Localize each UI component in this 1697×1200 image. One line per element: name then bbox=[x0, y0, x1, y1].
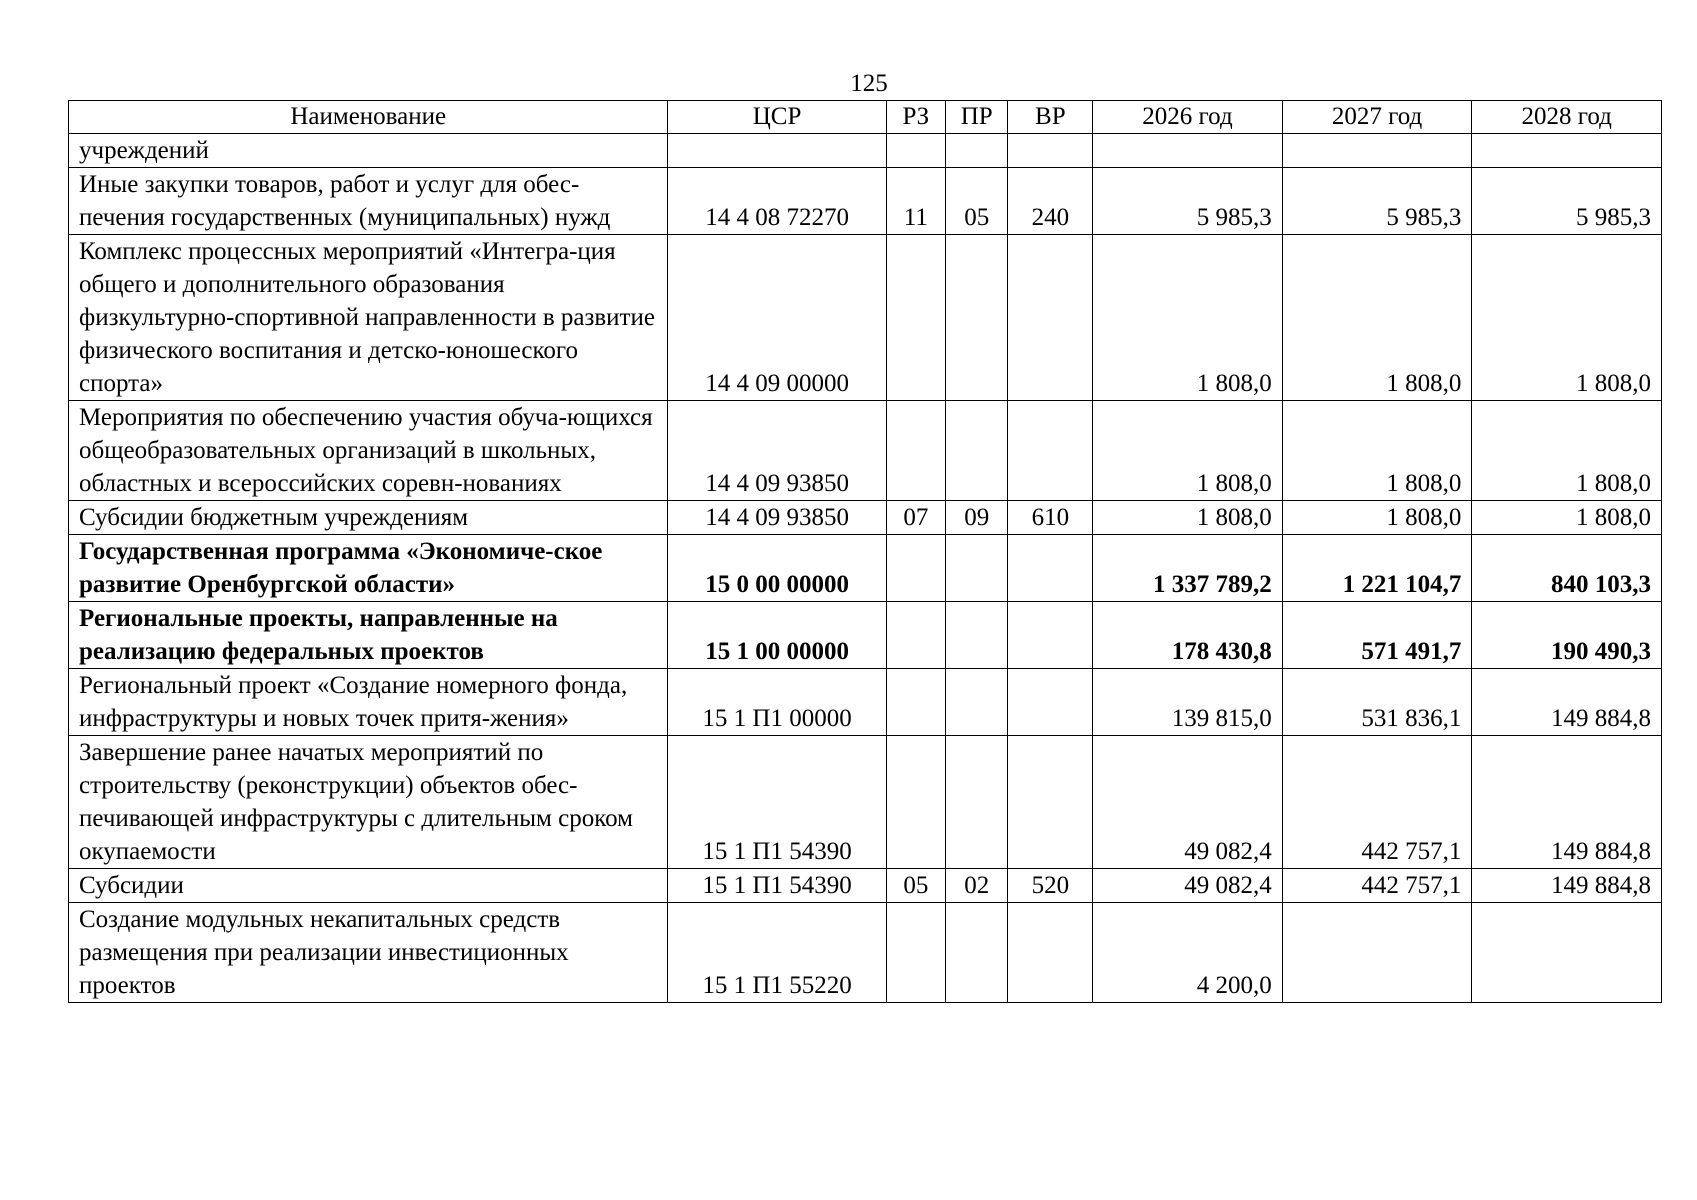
row-2027 bbox=[1282, 134, 1472, 168]
row-csr: 15 1 П1 54390 bbox=[668, 869, 886, 903]
row-2026: 1 808,0 bbox=[1093, 401, 1283, 501]
header-2027: 2027 год bbox=[1282, 101, 1472, 134]
header-name: Наименование bbox=[69, 101, 668, 134]
row-2028: 1 808,0 bbox=[1472, 235, 1662, 401]
row-2027: 1 808,0 bbox=[1282, 235, 1472, 401]
row-pr bbox=[945, 669, 1007, 736]
row-rz bbox=[886, 401, 945, 501]
table-row bbox=[69, 535, 1662, 602]
row-csr: 14 4 09 93850 bbox=[668, 401, 886, 501]
row-2026: 1 337 789,2 bbox=[1093, 535, 1283, 602]
row-2026: 1 808,0 bbox=[1093, 501, 1283, 535]
row-2028: 190 490,3 bbox=[1472, 602, 1662, 669]
row-2028: 1 808,0 bbox=[1472, 501, 1662, 535]
row-csr bbox=[668, 134, 886, 168]
table-row bbox=[69, 669, 1662, 736]
row-2026: 1 808,0 bbox=[1093, 235, 1283, 401]
table-row bbox=[69, 602, 1662, 669]
row-vr bbox=[1008, 669, 1093, 736]
row-csr: 15 0 00 00000 bbox=[668, 535, 886, 602]
table-row bbox=[69, 736, 1662, 869]
row-rz bbox=[886, 736, 945, 869]
row-rz bbox=[886, 903, 945, 1003]
row-2028: 840 103,3 bbox=[1472, 535, 1662, 602]
row-name: Государственная программа «Экономиче-ское развитие Оренбургской области» bbox=[69, 535, 668, 602]
row-pr: 09 bbox=[945, 501, 1007, 535]
row-csr: 14 4 09 00000 bbox=[668, 235, 886, 401]
header-csr: ЦСР bbox=[668, 101, 886, 134]
row-2028: 149 884,8 bbox=[1472, 736, 1662, 869]
row-csr: 15 1 00 00000 bbox=[668, 602, 886, 669]
row-pr bbox=[945, 401, 1007, 501]
row-2026: 49 082,4 bbox=[1093, 736, 1283, 869]
page-number: 125 bbox=[850, 70, 888, 97]
row-2028 bbox=[1472, 134, 1662, 168]
row-2026 bbox=[1093, 134, 1283, 168]
row-rz: 05 bbox=[886, 869, 945, 903]
row-rz bbox=[886, 235, 945, 401]
header-pr: ПР bbox=[945, 101, 1007, 134]
row-2026: 139 815,0 bbox=[1093, 669, 1283, 736]
row-pr bbox=[945, 602, 1007, 669]
row-vr: 610 bbox=[1008, 501, 1093, 535]
row-name: Региональные проекты, направленные на реализацию федеральных проектов bbox=[69, 602, 668, 669]
row-2027: 531 836,1 bbox=[1282, 669, 1472, 736]
budget-table bbox=[68, 100, 1662, 1003]
row-vr: 240 bbox=[1008, 168, 1093, 235]
row-2027: 442 757,1 bbox=[1282, 869, 1472, 903]
row-name: Мероприятия по обеспечению участия обуча-ющихся общеобразовательных организаций в школьных, областных и всероссийских соревн-нованиях bbox=[69, 401, 668, 501]
header-2026: 2026 год bbox=[1093, 101, 1283, 134]
table-row bbox=[69, 235, 1662, 401]
row-name: Комплекс процессных мероприятий «Интегра-ция общего и дополнительного образования физкультурно-спортивной направленности в развитие физического воспитания и детско-юношеского спорта» bbox=[69, 235, 668, 401]
row-name: учреждений bbox=[69, 134, 668, 168]
row-2027: 442 757,1 bbox=[1282, 736, 1472, 869]
row-vr bbox=[1008, 903, 1093, 1003]
row-2028: 149 884,8 bbox=[1472, 869, 1662, 903]
row-pr bbox=[945, 736, 1007, 869]
row-2026: 5 985,3 bbox=[1093, 168, 1283, 235]
row-2027: 5 985,3 bbox=[1282, 168, 1472, 235]
row-name: Региональный проект «Создание номерного фонда, инфраструктуры и новых точек притя-жения» bbox=[69, 669, 668, 736]
row-2027: 1 808,0 bbox=[1282, 501, 1472, 535]
row-rz bbox=[886, 535, 945, 602]
header-vr: ВР bbox=[1008, 101, 1093, 134]
row-name: Субсидии бюджетным учреждениям bbox=[69, 501, 668, 535]
row-name: Завершение ранее начатых мероприятий по строительству (реконструкции) объектов обес-печивающей инфраструктуры с длительным сроком окупаемости bbox=[69, 736, 668, 869]
row-csr: 15 1 П1 54390 bbox=[668, 736, 886, 869]
row-rz bbox=[886, 669, 945, 736]
row-pr bbox=[945, 235, 1007, 401]
row-vr bbox=[1008, 235, 1093, 401]
row-vr bbox=[1008, 401, 1093, 501]
row-2028: 5 985,3 bbox=[1472, 168, 1662, 235]
row-rz bbox=[886, 134, 945, 168]
header-row bbox=[69, 101, 1662, 134]
table-row bbox=[69, 134, 1662, 168]
row-2027: 1 808,0 bbox=[1282, 401, 1472, 501]
header-rz: РЗ bbox=[886, 101, 945, 134]
row-vr bbox=[1008, 535, 1093, 602]
row-pr bbox=[945, 535, 1007, 602]
row-vr bbox=[1008, 602, 1093, 669]
row-rz: 07 bbox=[886, 501, 945, 535]
row-2027: 571 491,7 bbox=[1282, 602, 1472, 669]
row-name: Иные закупки товаров, работ и услуг для обес-печения государственных (муниципальных) нужд bbox=[69, 168, 668, 235]
row-2026: 4 200,0 bbox=[1093, 903, 1283, 1003]
row-pr bbox=[945, 903, 1007, 1003]
row-vr bbox=[1008, 736, 1093, 869]
row-2028: 1 808,0 bbox=[1472, 401, 1662, 501]
row-csr: 14 4 08 72270 bbox=[668, 168, 886, 235]
row-2027 bbox=[1282, 903, 1472, 1003]
header-2028: 2028 год bbox=[1472, 101, 1662, 134]
table-row bbox=[69, 168, 1662, 235]
row-2028 bbox=[1472, 903, 1662, 1003]
row-2026: 49 082,4 bbox=[1093, 869, 1283, 903]
row-pr bbox=[945, 134, 1007, 168]
row-vr bbox=[1008, 134, 1093, 168]
row-name: Создание модульных некапитальных средств размещения при реализации инвестиционных проектов bbox=[69, 903, 668, 1003]
row-csr: 15 1 П1 55220 bbox=[668, 903, 886, 1003]
row-csr: 15 1 П1 00000 bbox=[668, 669, 886, 736]
row-2026: 178 430,8 bbox=[1093, 602, 1283, 669]
row-rz: 11 bbox=[886, 168, 945, 235]
row-csr: 14 4 09 93850 bbox=[668, 501, 886, 535]
row-rz bbox=[886, 602, 945, 669]
row-pr: 02 bbox=[945, 869, 1007, 903]
row-vr: 520 bbox=[1008, 869, 1093, 903]
row-2028: 149 884,8 bbox=[1472, 669, 1662, 736]
table-row bbox=[69, 401, 1662, 501]
row-pr: 05 bbox=[945, 168, 1007, 235]
table-row bbox=[69, 869, 1662, 903]
row-name: Субсидии bbox=[69, 869, 668, 903]
table-row bbox=[69, 903, 1662, 1003]
row-2027: 1 221 104,7 bbox=[1282, 535, 1472, 602]
table-row bbox=[69, 501, 1662, 535]
